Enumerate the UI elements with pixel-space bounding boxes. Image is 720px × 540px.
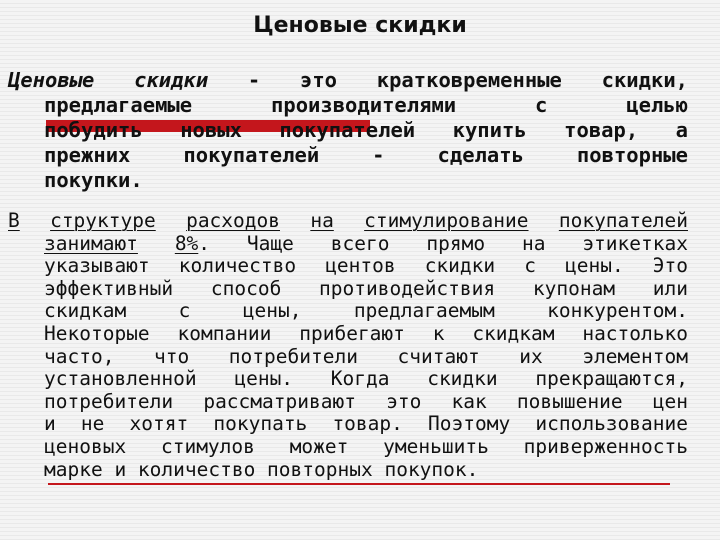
body-word: на: [310, 209, 334, 232]
body-line-4: эффективный способ противодействия купонам или: [44, 276, 688, 300]
slide-title: Ценовые скидки: [253, 13, 467, 38]
body-paragraph: [8, 210, 688, 481]
body-line-2: [8, 233, 688, 256]
definition-line-3: побудить новых покупателей купить товар, а: [44, 118, 688, 142]
definition-term: Ценовые скидки: [8, 68, 209, 92]
body-line-9: потребители рассматривают это как повышение цен: [44, 389, 688, 413]
body-word: расходов: [186, 209, 280, 232]
body-line-10: и не хотят покупать товар. Поэтому использование: [44, 412, 688, 436]
body-line-12: марке и количество повторных покупок.: [44, 457, 479, 481]
body-line-7: часто, что потребители считают их элементом: [44, 344, 688, 368]
body-word: занимают: [44, 231, 138, 255]
share-percent: 8%: [174, 231, 199, 255]
definition-paragraph: [8, 68, 688, 193]
body-word: покупателей: [558, 209, 688, 232]
body-word: В: [8, 209, 20, 232]
body-word: структуре: [50, 209, 156, 232]
body-line-6: Некоторые компании прибегают к скидкам настолько: [44, 321, 688, 345]
definition-line-5: покупки.: [44, 168, 143, 192]
body-line-3: указывают количество центов скидки с цены. Это: [44, 254, 688, 278]
body-line-5: скидкам с цены, предлагаемым конкурентом.: [44, 299, 688, 323]
definition-text: - это кратковременные скидки,: [208, 68, 688, 92]
body-text: . Чаще всего прямо на этикетках: [198, 231, 688, 255]
bottom-divider: [48, 483, 670, 485]
body-line-11: ценовых стимулов может уменьшить приверженность: [44, 434, 688, 458]
body-line-1: [8, 210, 688, 233]
definition-line-4: прежних покупателей - сделать повторные: [44, 143, 688, 167]
definition-line-2: предлагаемые производителями с целью: [44, 93, 688, 117]
body-line-8: установленной цены. Когда скидки прекращаются,: [44, 367, 688, 391]
body-word: стимулирование: [364, 209, 529, 232]
definition-line-1: [8, 68, 688, 93]
